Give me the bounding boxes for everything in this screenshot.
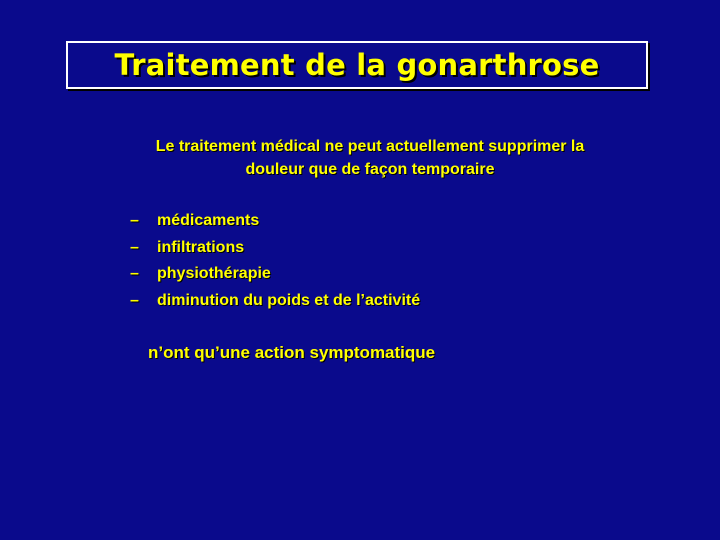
list-item (130, 288, 420, 315)
treatment-list (130, 208, 420, 314)
intro-text (100, 135, 640, 181)
list-dash: – (130, 265, 139, 282)
list-item-text: physiothérapie (157, 265, 271, 282)
list-item (130, 235, 420, 262)
list-item-text: diminution du poids et de l’activité (157, 291, 421, 309)
list-dash: – (130, 212, 139, 229)
slide-title: Traitement de la gonarthrose (114, 48, 600, 82)
list-item (130, 261, 420, 288)
intro-line-1: Le traitement médical ne peut actuellement supprimer la (155, 138, 585, 155)
list-dash: – (130, 238, 139, 256)
conclusion-text: n’ont qu’une action symptomatique (148, 343, 436, 362)
list-dash: – (130, 291, 139, 309)
title-box (66, 41, 648, 89)
list-item-text: médicaments (157, 212, 260, 229)
intro-line-2: douleur que de façon temporaire (245, 161, 495, 178)
list-item-text: infiltrations (157, 238, 245, 256)
list-item (130, 208, 420, 235)
